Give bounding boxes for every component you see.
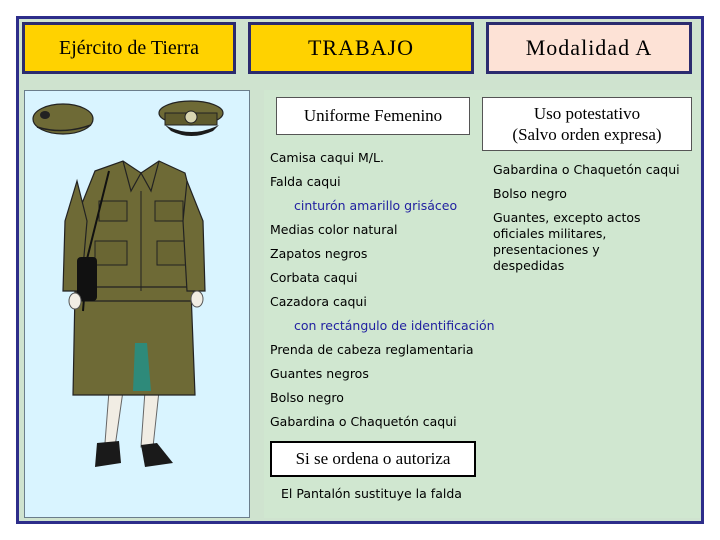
pants-note: El Pantalón sustituye la falda bbox=[281, 486, 462, 501]
optional-item-line: Guantes, excepto actos bbox=[493, 210, 641, 225]
uniform-item: Zapatos negros bbox=[270, 246, 368, 261]
uniform-item: Medias color natural bbox=[270, 222, 398, 237]
uniform-subitem: con rectángulo de identificación bbox=[294, 318, 495, 333]
optional-item-line: despedidas bbox=[493, 258, 565, 273]
legs-icon bbox=[95, 391, 173, 467]
header-army: Ejército de Tierra bbox=[22, 22, 236, 74]
uniform-item: Cazadora caqui bbox=[270, 294, 367, 309]
hand-icon bbox=[191, 291, 203, 307]
beret-icon bbox=[33, 104, 93, 134]
optional-item-line: oficiales militares, bbox=[493, 226, 607, 241]
optional-item: Bolso negro bbox=[493, 186, 567, 201]
uniform-item: Corbata caqui bbox=[270, 270, 358, 285]
optional-item: Gabardina o Chaquetón caqui bbox=[493, 162, 680, 177]
uniform-item: Prenda de cabeza reglamentaria bbox=[270, 342, 474, 357]
uniform-item: Camisa caqui M/L. bbox=[270, 150, 384, 165]
uniform-title: Uniforme Femenino bbox=[276, 97, 470, 135]
uniform-item: Guantes negros bbox=[270, 366, 369, 381]
uniform-item: Bolso negro bbox=[270, 390, 344, 405]
order-box: Si se ordena o autoriza bbox=[270, 441, 476, 477]
header-modality: Modalidad A bbox=[486, 22, 692, 74]
uniform-illustration-panel bbox=[24, 90, 250, 518]
optional-item-guantes bbox=[493, 210, 641, 274]
header-title: TRABAJO bbox=[248, 22, 474, 74]
optional-title bbox=[482, 97, 692, 151]
uniform-item: Falda caqui bbox=[270, 174, 341, 189]
peaked-cap-icon bbox=[159, 101, 223, 136]
hand-icon bbox=[69, 293, 81, 309]
uniform-illustration bbox=[25, 91, 251, 519]
optional-item-line: presentaciones y bbox=[493, 242, 600, 257]
optional-title-line1: Uso potestativo bbox=[533, 104, 641, 123]
uniform-subitem: cinturón amarillo grisáceo bbox=[294, 198, 458, 213]
uniform-item: Gabardina o Chaquetón caqui bbox=[270, 414, 457, 429]
optional-title-line2: (Salvo orden expresa) bbox=[512, 125, 662, 144]
